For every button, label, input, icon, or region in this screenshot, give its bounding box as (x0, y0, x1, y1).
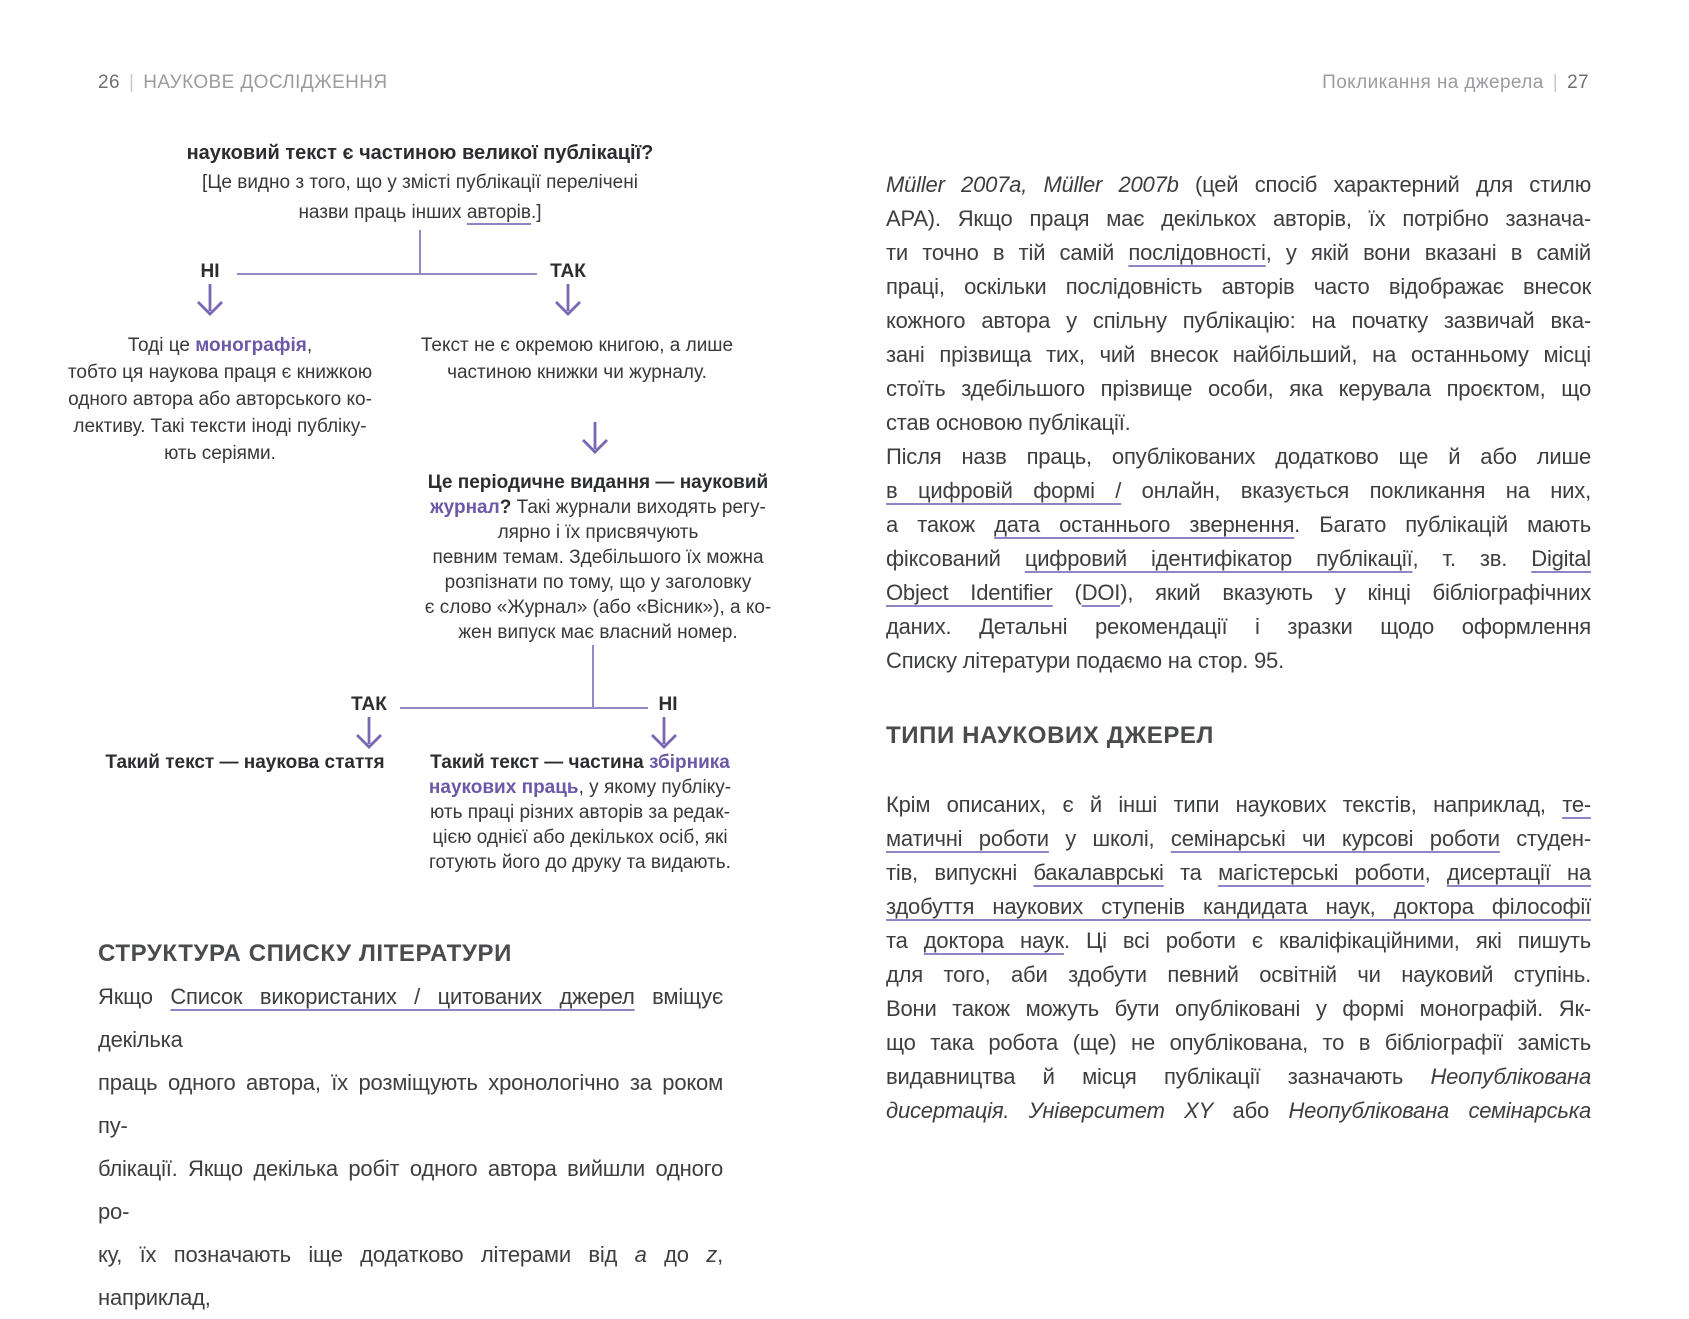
text-segment: є слово «Журнал» (або «Вісник»), а ко- (424, 597, 772, 618)
text-segment: Після назв праць, опублікованих додатково ще й або лише (886, 444, 1591, 469)
flowchart-branch-yes-label: ТАК (351, 694, 387, 715)
text-segment: a (634, 1242, 647, 1267)
paragraph-bibliography-structure (98, 975, 723, 1319)
text-line (886, 1060, 1591, 1094)
text-segment: що така робота (ще) не опублікована, то в бібліографії замість (886, 1030, 1591, 1055)
text-segment: Це періодичне видання — науковий (427, 472, 769, 493)
text-line (886, 508, 1591, 542)
text-segment: доктора наук (923, 928, 1064, 953)
text-line (412, 570, 784, 595)
text-segment: або (1213, 1098, 1289, 1123)
text-segment: розпізнати по тому, що у заголовку (444, 572, 752, 593)
flowchart-branch-yes-label: ТАК (550, 261, 586, 282)
text-segment: Якщо (98, 984, 171, 1009)
text-segment: назви праць інших (298, 202, 467, 223)
text-segment: семінарські чи курсові роботи (1170, 826, 1500, 851)
down-arrow-icon (193, 283, 227, 317)
text-segment: APA). Якщо праця має декількох авторів, їх потрібно зазнача- (886, 206, 1591, 231)
text-line (886, 474, 1591, 508)
text-line (55, 413, 385, 440)
text-segment: зані прізвища тих, чий внесок найбільший, на останньому місці (886, 342, 1591, 367)
text-segment: тобто ця наукова праця є книжкою (67, 362, 373, 383)
text-segment: , у якому публіку- (578, 777, 732, 798)
text-segment: Такий текст — частина (430, 752, 650, 773)
text-segment: ку, їх позначають іще додатково літерами від (98, 1242, 635, 1267)
text-line (886, 890, 1591, 924)
text-line (886, 1094, 1591, 1128)
text-line (886, 610, 1591, 644)
text-line (412, 520, 784, 545)
text-segment: цифровий ідентифікатор публікації (1024, 546, 1413, 571)
text-line (886, 372, 1591, 406)
text-segment: для того, аби здобути певний освітній чи науковий ступінь. (886, 962, 1591, 987)
text-line (98, 975, 723, 1061)
text-line (886, 406, 1591, 440)
text-segment: вміщує декілька (98, 984, 723, 1052)
text-line (886, 924, 1591, 958)
text-line (98, 1061, 723, 1147)
text-line (886, 576, 1591, 610)
text-line (415, 800, 745, 825)
running-head-left (98, 72, 388, 94)
text-line (886, 788, 1591, 822)
text-segment: лярно і їх присвячують (497, 522, 699, 543)
text-segment: , наприклад, (98, 1242, 723, 1310)
text-segment: Вони також можуть бути опубліковані у формі монографій. Як- (886, 996, 1591, 1021)
text-segment: магістерські роботи (1218, 860, 1425, 885)
text-segment: Список використаних / цитованих джерел (170, 984, 635, 1009)
text-segment: . Ці всі роботи є кваліфікаційними, які пишуть (1063, 928, 1591, 953)
text-segment: дисертації на (1446, 860, 1591, 885)
text-line (412, 495, 784, 520)
text-segment: , т. зв. (1412, 546, 1532, 571)
flowchart-question (160, 138, 680, 228)
flowchart-branch-no-label: НІ (658, 694, 678, 715)
text-line (886, 236, 1591, 270)
text-line (415, 750, 745, 775)
header-divider: | (1552, 72, 1559, 93)
text-segment: та (886, 928, 924, 953)
text-segment: ють праці різних авторів за редак- (430, 802, 730, 823)
text-line (415, 775, 745, 800)
text-segment: Крім описаних, є й інші типи наукових текстів, наприклад, (886, 792, 1563, 817)
text-segment: тів, випускні (886, 860, 1034, 885)
text-segment: збірника (649, 752, 730, 773)
text-line (412, 470, 784, 495)
flowchart-article-result (78, 750, 412, 775)
text-segment: , (306, 335, 313, 356)
text-segment: кожного автора у спільну публікацію: на початку зазвичай вка- (886, 308, 1591, 333)
text-segment: фіксований (886, 546, 1025, 571)
text-segment: даних. Детальні рекомендації і зразки щодо оформлення (886, 614, 1591, 639)
text-segment: студен- (1499, 826, 1591, 851)
text-line (55, 332, 385, 359)
text-line (55, 386, 385, 413)
text-segment: праць одного автора, їх розміщують хронологічно за роком пу- (98, 1070, 723, 1138)
text-segment: (цей спосіб характерний для стилю (1178, 172, 1591, 197)
flowchart-branch-no-label: НІ (200, 261, 220, 282)
text-segment: DOI (1081, 580, 1121, 605)
text-line (886, 202, 1591, 236)
chapter-title-right: Покликання на джерела (1322, 72, 1544, 93)
chapter-title-left: НАУКОВЕ ДОСЛІДЖЕННЯ (143, 72, 388, 93)
text-line (415, 825, 745, 850)
text-segment: ), який вказують у кінці бібліографічних (1120, 580, 1591, 605)
text-segment: Object Identifier (886, 580, 1053, 605)
text-segment: те- (1562, 792, 1591, 817)
text-segment: z (706, 1242, 718, 1267)
text-line (886, 270, 1591, 304)
text-line (412, 359, 742, 386)
text-line (415, 850, 745, 875)
text-line (55, 440, 385, 467)
text-line (160, 138, 680, 168)
text-segment: наукових праць (428, 777, 579, 798)
text-segment: готують його до друку та видають. (429, 852, 731, 873)
flowchart-not-book-result (412, 332, 742, 386)
page-number-left: 26 (98, 72, 120, 93)
text-line (886, 822, 1591, 856)
text-segment: , у якій вони вказані в самій (1265, 240, 1591, 265)
text-segment: блікації. Якщо декілька робіт одного автора вийшли одного ро- (98, 1156, 723, 1224)
text-segment: дисертація. Університет XY (886, 1098, 1214, 1123)
text-segment: у школі, (1048, 826, 1171, 851)
text-segment: видавництва й місця публікації зазначають (886, 1064, 1431, 1089)
text-segment: став основою публікації. (886, 410, 1131, 435)
text-segment: Неопублікована семінарська (1288, 1098, 1591, 1123)
text-segment: жен випуск має власний номер. (458, 622, 738, 643)
text-segment: бакалаврські (1033, 860, 1164, 885)
text-line (886, 338, 1591, 372)
text-segment: певним темам. Здебільшого їх можна (432, 547, 764, 568)
text-line (55, 359, 385, 386)
text-line (98, 1233, 723, 1319)
text-segment: .] (531, 202, 542, 223)
text-line (886, 992, 1591, 1026)
text-segment: авторів (466, 202, 531, 223)
text-line (886, 304, 1591, 338)
text-segment: здобуття наукових ступенів кандидата наук, доктора філософії (886, 894, 1591, 919)
text-segment: цією однієї або декількох осіб, які (432, 827, 728, 848)
flowchart-collection-result (415, 750, 745, 875)
text-segment: Такі журнали виходять регу- (511, 497, 766, 518)
flowchart-monograph-result (55, 332, 385, 467)
text-segment: послідовності (1128, 240, 1266, 265)
text-line (160, 198, 680, 228)
paragraph-author-order (886, 168, 1591, 440)
text-line (160, 168, 680, 198)
text-segment: ють серіями. (164, 443, 276, 464)
text-segment: одного автора або авторського ко- (68, 389, 372, 410)
paragraph-digital-doi (886, 440, 1591, 678)
text-line (886, 542, 1591, 576)
down-arrow-icon (578, 421, 612, 455)
text-segment: Текст не є окремою книгою, а лише (420, 335, 734, 356)
flowchart-journal-question (412, 470, 784, 645)
text-segment: та (1163, 860, 1219, 885)
text-line (886, 168, 1591, 202)
text-segment: Такий текст — наукова стаття (105, 752, 385, 773)
flowchart-connector-vertical-top (419, 230, 421, 274)
text-segment: частиною книжки чи журналу. (447, 362, 707, 383)
text-line (886, 1026, 1591, 1060)
text-line (412, 620, 784, 645)
text-segment: онлайн, вказується покликання на них, (1121, 478, 1591, 503)
text-segment: лективу. Такі тексти іноді публіку- (73, 416, 367, 437)
text-segment: стоїть здебільшого прізвище особи, яка керувала проєктом, що (886, 376, 1591, 401)
text-segment: матичні роботи (886, 826, 1049, 851)
text-segment: журнал (430, 497, 500, 518)
flowchart-connector-vertical-bottom (592, 645, 594, 709)
text-segment: дата останнього звернення (994, 512, 1295, 537)
text-segment: . Багато публікацій мають (1294, 512, 1592, 537)
text-segment: Тоді це (127, 335, 196, 356)
down-arrow-icon (551, 283, 585, 317)
text-segment: а також (886, 512, 995, 537)
text-segment: монографія (195, 335, 307, 356)
flowchart-connector-horizontal-top (237, 273, 537, 275)
text-line (78, 750, 412, 775)
text-segment: [Це видно з того, що у змісті публікації перелічені (202, 172, 638, 193)
page-number-right: 27 (1567, 72, 1589, 93)
section-heading-source-types: ТИПИ НАУКОВИХ ДЖЕРЕЛ (886, 722, 1214, 749)
text-segment: ? (499, 497, 512, 518)
down-arrow-icon (647, 716, 681, 750)
flowchart-connector-horizontal-bottom (400, 707, 648, 709)
text-line (886, 856, 1591, 890)
text-segment: Digital (1531, 546, 1591, 571)
text-segment: до (646, 1242, 707, 1267)
text-segment: праці, оскільки послідовність авторів часто відображає внесок (886, 274, 1591, 299)
text-segment: ( (1052, 580, 1082, 605)
text-segment: Müller 2007a, Müller 2007b (886, 172, 1179, 197)
text-segment: Неопублікована (1430, 1064, 1591, 1089)
paragraph-source-types (886, 788, 1591, 1128)
text-line (98, 1147, 723, 1233)
section-heading-bibliography-structure: СТРУКТУРА СПИСКУ ЛІТЕРАТУРИ (98, 940, 513, 967)
text-line (886, 644, 1591, 678)
text-line (412, 545, 784, 570)
text-line (886, 958, 1591, 992)
text-segment: ти точно в тій самій (886, 240, 1129, 265)
text-segment: науковий текст є частиною великої публікації? (186, 142, 654, 164)
running-head-right (1322, 72, 1589, 94)
text-line (886, 440, 1591, 474)
header-divider: | (128, 72, 135, 93)
text-line (412, 332, 742, 359)
text-line (412, 595, 784, 620)
text-segment: в цифровій формі / (886, 478, 1122, 503)
text-segment: , (1424, 860, 1447, 885)
text-segment: Списку літератури подаємо на стор. 95. (886, 648, 1285, 673)
down-arrow-icon (352, 716, 386, 750)
